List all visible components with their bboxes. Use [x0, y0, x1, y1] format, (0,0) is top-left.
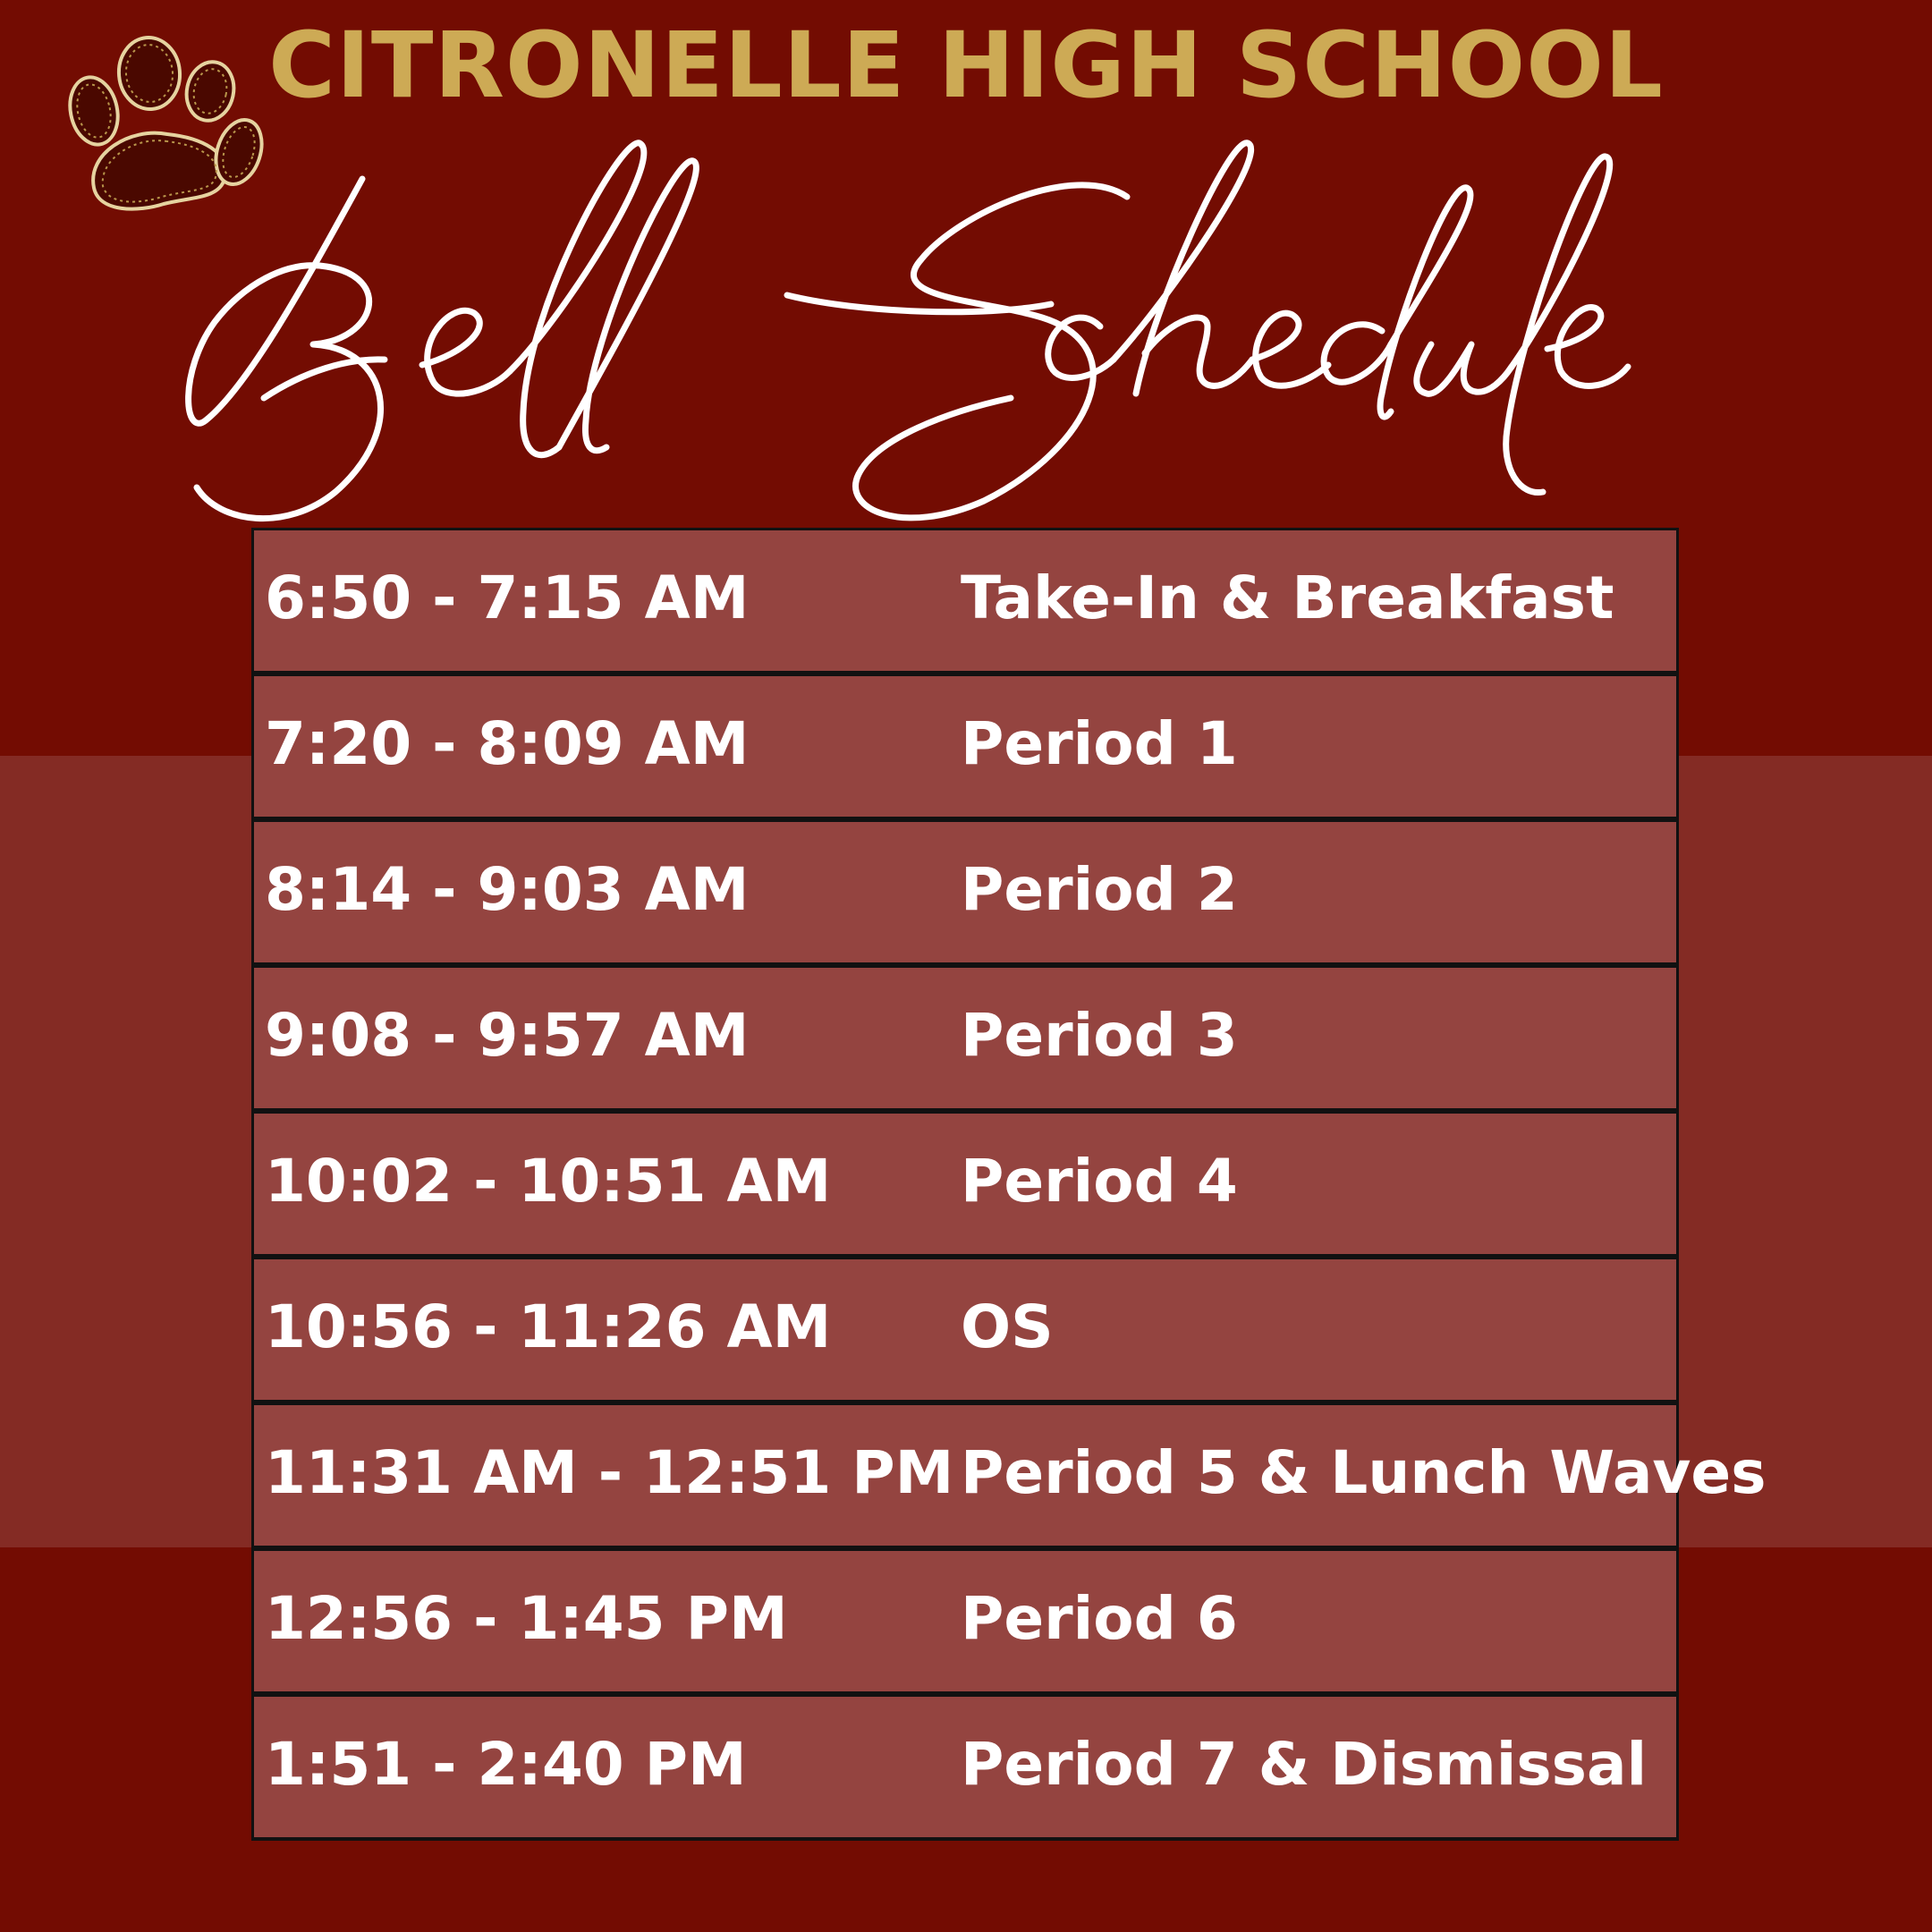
- schedule-row: [254, 1405, 1767, 1546]
- schedule-row: [254, 530, 1676, 671]
- schedule-time: 12:56 - 1:45 PM: [265, 1584, 788, 1653]
- schedule-event: Period 5 & Lunch Waves: [961, 1438, 1767, 1507]
- schedule-event: Period 6: [961, 1584, 1238, 1653]
- schedule-event: Period 4: [961, 1147, 1238, 1216]
- schedule-time: 8:14 - 9:03 AM: [265, 855, 750, 924]
- schedule-row: [254, 968, 1676, 1108]
- bell-schedule-table: [251, 528, 1767, 1841]
- schedule-time: 10:02 - 10:51 AM: [265, 1147, 832, 1216]
- schedule-event: Period 2: [961, 855, 1238, 924]
- schedule-event: Take-In & Breakfast: [961, 564, 1614, 632]
- schedule-time: 11:31 AM - 12:51 PM: [265, 1438, 954, 1507]
- schedule-row: [254, 1259, 1676, 1400]
- schedule-row: [254, 676, 1676, 817]
- schedule-time: 6:50 - 7:15 AM: [265, 564, 750, 632]
- schedule-event: Period 3: [961, 1001, 1238, 1070]
- schedule-row: [254, 1114, 1676, 1254]
- bell-schedule-title: [179, 125, 1771, 555]
- schedule-time: 7:20 - 8:09 AM: [265, 709, 750, 778]
- schedule-event: OS: [961, 1292, 1054, 1361]
- schedule-event: Period 1: [961, 709, 1238, 778]
- schedule-time: 10:56 - 11:26 AM: [265, 1292, 832, 1361]
- schedule-time: 9:08 - 9:57 AM: [265, 1001, 750, 1070]
- schedule-row: [254, 822, 1676, 962]
- schedule-event: Period 7 & Dismissal: [961, 1730, 1648, 1799]
- school-name: CITRONELLE HIGH SCHOOL: [268, 13, 1664, 119]
- schedule-time: 1:51 - 2:40 PM: [265, 1730, 747, 1799]
- schedule-row: [254, 1551, 1676, 1691]
- schedule-row: [254, 1697, 1676, 1837]
